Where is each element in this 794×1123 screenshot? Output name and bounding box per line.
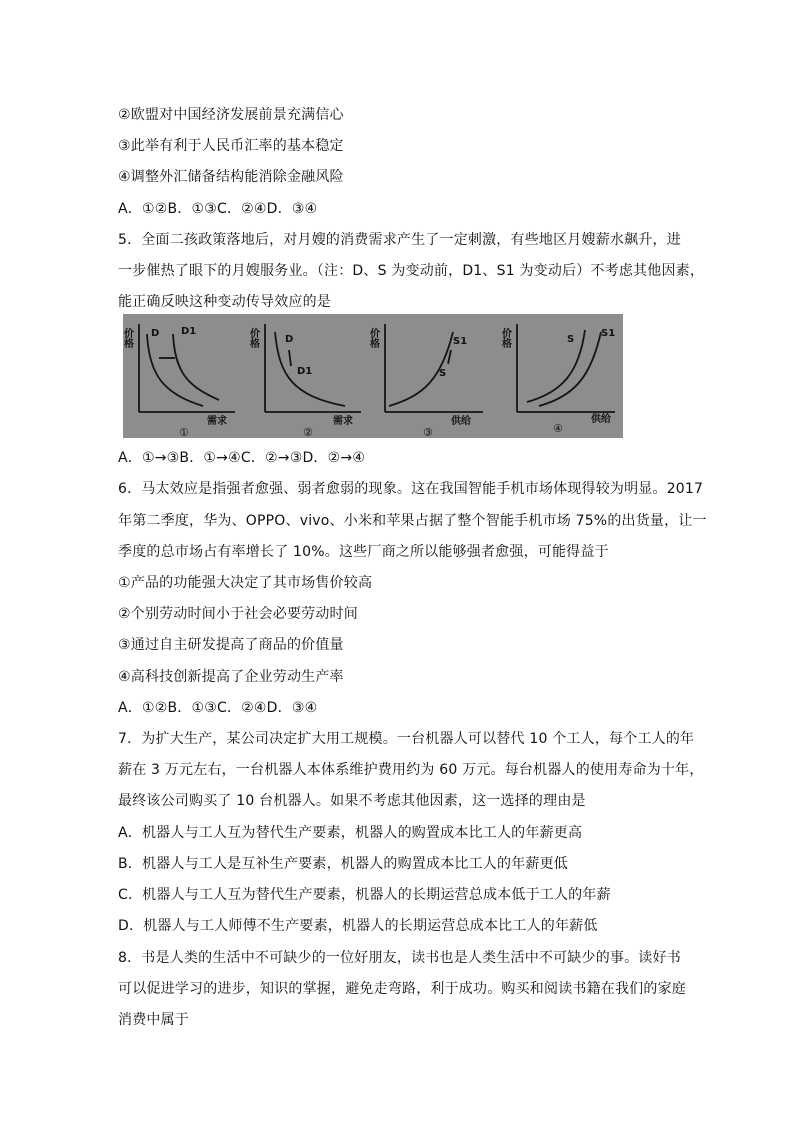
- question-8-line-3: 消费中属于: [118, 1012, 189, 1028]
- option-statement-2: ②个别劳动时间小于社会必要劳动时间: [118, 606, 358, 622]
- question-7-line-2: 薪在 3 万元左右，一台机器人本体系维护费用约为 60 万元。每台机器人的使用寿命为十年，: [118, 762, 704, 778]
- question-7-line-3: 最终该公司购买了 10 台机器人。如果不考虑其他因素，这一选择的理由是: [118, 793, 586, 809]
- answer-choices-q4: A．①②B．①③C．②④D．③④: [118, 201, 318, 217]
- question-8-line-2: 可以促进学习的进步，知识的掌握，避免走弯路，利于成功。购买和阅读书籍在我们的家庭: [118, 981, 686, 997]
- question-7-line-1: 7．为扩大生产，某公司决定扩大用工规模。一台机器人可以替代 10 个工人，每个工人的年: [118, 731, 695, 747]
- x-axis-label: 需求: [333, 416, 353, 427]
- option-statement-1: ①产品的功能强大决定了其市场售价较高: [118, 575, 373, 591]
- question-6-line-2: 年第二季度，华为、OPPO、vivo、小米和苹果占据了整个智能手机市场 75%的出货量，让一: [118, 513, 707, 529]
- question-8-line-1: 8．书是人类的生活中不可缺少的一位好朋友，读书也是人类生活中不可缺少的事。读好书: [118, 950, 681, 966]
- curve-s1-label: S1: [453, 336, 468, 347]
- question-6-line-3: 季度的总市场占有率增长了 10%。这些厂商之所以能够强者愈强，可能得益于: [118, 544, 609, 560]
- question-5-line-2: 一步催热了眼下的月嫂服务业。（注：D、S 为变动前，D1、S1 为变动后）不考虑其他因素，: [118, 263, 705, 279]
- question-6-line-1: 6．马太效应是指强者愈强、弱者愈弱的现象。这在我国智能手机市场体现得较为明显。2017: [118, 481, 704, 497]
- answer-option-d: D．机器人与工人师傅不生产要素，机器人的长期运营总成本比工人的年薪低: [118, 918, 598, 934]
- curve-d1-label: D1: [181, 326, 197, 337]
- supply-demand-figure: [123, 314, 623, 438]
- curve-s-label: S: [439, 368, 447, 379]
- y-axis-label: 价格: [121, 328, 133, 348]
- curve-s-label: S: [567, 334, 575, 345]
- panel-number: ④: [553, 422, 563, 435]
- panel-number: ③: [423, 426, 433, 439]
- panel-number: ②: [303, 426, 313, 439]
- option-statement-3: ③通过自主研发提高了商品的价值量: [118, 637, 344, 653]
- curve-d1-label: D1: [297, 366, 313, 377]
- answer-choices-q5: A．①→③B．①→④C．②→③D．②→④: [118, 450, 366, 466]
- x-axis-label: 需求: [207, 416, 227, 427]
- y-axis-label: 价格: [367, 328, 379, 348]
- curve-s1-label: S1: [601, 328, 616, 339]
- option-statement-4: ④高科技创新提高了企业劳动生产率: [118, 669, 344, 685]
- question-5-line-3: 能正确反映这种变动传导效应的是: [118, 294, 331, 310]
- option-statement-2: ②欧盟对中国经济发展前景充满信心: [118, 107, 344, 123]
- option-statement-3: ③此举有利于人民币汇率的基本稳定: [118, 138, 344, 154]
- question-5-line-1: 5．全面二孩政策落地后，对月嫂的消费需求产生了一定刺激，有些地区月嫂薪水飙升，进: [118, 232, 681, 248]
- curve-d-label: D: [151, 328, 160, 339]
- answer-option-b: B．机器人与工人是互补生产要素，机器人的购置成本比工人的年薪更低: [118, 856, 569, 872]
- panel-number: ①: [179, 426, 189, 439]
- answer-option-c: C．机器人与工人互为替代生产要素，机器人的长期运营总成本低于工人的年薪: [118, 887, 611, 903]
- x-axis-label: 供给: [591, 414, 611, 425]
- answer-option-a: A．机器人与工人互为替代生产要素，机器人的购置成本比工人的年薪更高: [118, 825, 583, 841]
- y-axis-label: 价格: [499, 328, 511, 348]
- x-axis-label: 供给: [451, 416, 471, 427]
- answer-choices-q6: A．①②B．①③C．②④D．③④: [118, 700, 318, 716]
- y-axis-label: 价格: [247, 328, 259, 348]
- option-statement-4: ④调整外汇储备结构能消除金融风险: [118, 169, 344, 185]
- curve-d-label: D: [285, 334, 294, 345]
